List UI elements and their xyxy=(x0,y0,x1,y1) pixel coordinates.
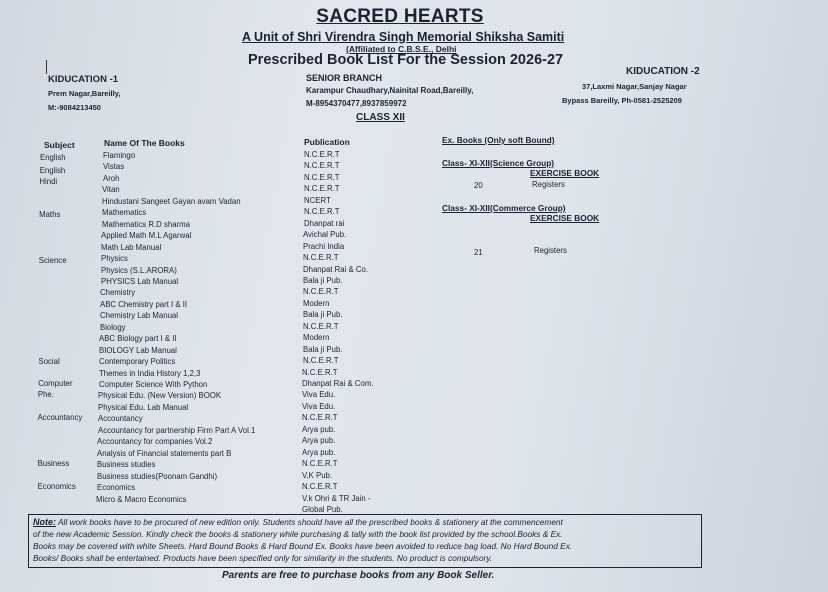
subject-cell: Maths xyxy=(39,210,61,219)
unit-name: A Unit of Shri Virendra Singh Memorial Shiksha Samiti xyxy=(242,30,565,44)
book-title-cell: Applied Math M.L Agarwal xyxy=(101,231,192,240)
subject-cell: Phe. xyxy=(37,390,54,399)
publication-cell: N.C.E.R.T xyxy=(302,482,338,491)
publication-cell: N.C.E.R.T xyxy=(303,287,339,296)
publication-cell: N.C.E.R.T xyxy=(303,253,339,262)
book-title-cell: Analysis of Financial statements part B xyxy=(97,449,232,458)
publication-cell: N.C.E.R.T xyxy=(304,207,340,216)
book-title-cell: Chemistry xyxy=(100,288,136,297)
publication-cell: Viva Edu. xyxy=(302,402,336,411)
publication-cell: Dhanpat Rai & Co. xyxy=(303,265,369,274)
subject-cell: English xyxy=(40,153,66,162)
publication-cell: Global Pub. xyxy=(302,505,343,514)
kiducation2-name: KIDUCATION -2 xyxy=(626,66,700,77)
book-title-cell: Accountancy for companies Vol.2 xyxy=(97,437,213,446)
subject-cell: Computer xyxy=(38,379,73,388)
publication-cell: NCERT xyxy=(304,196,331,205)
publication-cell: N.C.E.R.T xyxy=(302,459,338,468)
subject-cell: Social xyxy=(38,357,60,366)
book-title-cell: Economics xyxy=(97,483,136,492)
book-title-cell: Physics xyxy=(101,254,128,263)
publication-cell: Dhanpat Rai & Com. xyxy=(302,379,374,388)
exercise-books-heading: Ex. Books (Only soft Bound) xyxy=(442,135,555,145)
book-title-cell: Physical Edu. (New Version) BOOK xyxy=(98,391,222,400)
commerce-group-heading: Class- XI-XII(Commerce Group) xyxy=(442,203,566,213)
subject-cell: Economics xyxy=(37,482,76,491)
book-title-cell: Contemporary Politics xyxy=(99,357,176,366)
subject-cell: Accountancy xyxy=(37,413,83,422)
senior-branch-name: SENIOR BRANCH xyxy=(306,73,383,83)
book-title-cell: Mathematics R.D sharma xyxy=(102,220,190,229)
book-title-cell: Math Lab Manual xyxy=(101,243,162,252)
book-title-cell: Accountancy xyxy=(98,414,143,423)
book-title-cell: BIOLOGY Lab Manual xyxy=(99,346,177,355)
subject-cell: English xyxy=(39,166,66,175)
science-register-item: Registers xyxy=(532,180,565,189)
book-title-cell: Hindustani Sangeet Gayan avam Vadan xyxy=(102,197,241,206)
book-title-cell: Accountancy for partnership Firm Part A Vol.1 xyxy=(98,426,256,435)
publication-cell: Modern xyxy=(303,333,330,342)
book-title-cell: Mathematics xyxy=(102,208,147,217)
publication-cell: Bala ji Pub. xyxy=(303,345,343,354)
publication-cell: N.C.E.R.T xyxy=(304,173,340,182)
publication-cell: Avichal Pub. xyxy=(303,230,347,239)
affiliation: (Affiliated to C.B.S.E., Delhi xyxy=(346,44,457,54)
senior-branch-address: Karampur Chaudhary,Nainital Road,Bareilly, xyxy=(306,86,474,95)
book-title-cell: Computer Science With Python xyxy=(99,380,208,389)
publication-cell: Prachi India xyxy=(303,242,345,251)
footer-notice: Parents are free to purchase books from any Book Seller. xyxy=(222,570,495,581)
publication-cell: N.C.E.R.T xyxy=(303,322,339,331)
book-title-cell: PHYSICS Lab Manual xyxy=(101,277,179,286)
subject-cell: Science xyxy=(38,256,67,265)
subject-cell: Hindi xyxy=(39,177,58,186)
books-column-header: Name Of The Books xyxy=(104,138,185,148)
kiducation2-phone: Bypass Bareilly, Ph-0581-2525209 xyxy=(562,96,682,105)
kiducation2-address: 37,Laxmi Nagar,Sanjay Nagar xyxy=(582,82,687,91)
commerce-register-item: Registers xyxy=(534,246,567,255)
publication-cell: N.C.E.R.T xyxy=(303,356,339,365)
note-line-1: of the new Academic Session. Kindly check the books & stationery while purchasing & tally with the book list provided by the school.Books & Ex. xyxy=(33,529,563,539)
publication-cell: Arya pub. xyxy=(302,448,336,457)
senior-branch-mobile: M-8954370477,8937859972 xyxy=(306,99,407,108)
publication-cell: N.C.E.R.T xyxy=(302,368,338,377)
publication-cell: Arya pub. xyxy=(302,425,336,434)
book-title-cell: Flamingo xyxy=(103,151,136,160)
book-title-cell: Biology xyxy=(100,323,126,332)
publication-cell: Bala ji Pub. xyxy=(303,276,343,285)
kiducation1-address: Prem Nagar,Bareilly, xyxy=(48,89,121,98)
note-box xyxy=(28,514,702,568)
book-title-cell: Micro & Macro Economics xyxy=(96,495,187,504)
note-line-3: Books/ Books shall be entertained. Products have been specified only for similarity in the students. No product is compulsory. xyxy=(33,553,493,563)
book-title-cell: ABC Chemistry part I & II xyxy=(100,300,188,309)
text-cursor xyxy=(46,60,47,74)
publication-cell: N.C.E.R.T xyxy=(302,413,338,422)
note-line-0-text: All work books have to be procured of new edition only. Students should have all the prescribed books & stationery at the commencement xyxy=(56,517,563,527)
publication-cell: N.C.E.R.T xyxy=(304,161,340,170)
book-title-cell: ABC Biology part I & II xyxy=(99,334,177,343)
book-list-title: Prescribed Book List For the Session 2026-27 xyxy=(248,52,564,68)
publication-cell: Bala ji Pub. xyxy=(303,310,343,319)
note-line-2: Books may be covered with white Sheets. Hard Bound Books & Hard Bound Ex. Books have been avoided to reduce bag load. No Hard Bound Ex. xyxy=(33,541,573,551)
publication-cell: V.k Ohri & TR Jain - xyxy=(302,494,371,503)
kiducation1-mobile: M:-9084213450 xyxy=(48,103,101,112)
book-title-cell: Vistas xyxy=(103,162,125,171)
book-title-cell: Business studies(Poonam Gandhi) xyxy=(97,472,218,481)
publication-cell: Viva Edu. xyxy=(302,390,336,399)
commerce-exercise-label: EXERCISE BOOK xyxy=(530,213,600,223)
book-title-cell: Vitan xyxy=(102,185,120,194)
book-title-cell: Physical Edu. Lab Manual xyxy=(98,403,189,412)
book-title-cell: Aroh xyxy=(103,174,120,183)
commerce-register-count: 21 xyxy=(474,248,483,257)
publication-cell: Modern xyxy=(303,299,330,308)
publication-cell: N.C.E.R.T xyxy=(304,184,340,193)
subject-cell: Business xyxy=(37,459,70,468)
note-line-0 xyxy=(33,516,698,528)
publication-cell: Dhanpat rai xyxy=(304,219,345,228)
science-register-count: 20 xyxy=(474,181,483,190)
school-name: SACRED HEARTS xyxy=(316,6,484,27)
book-title-cell: Themes in India History 1,2,3 xyxy=(99,369,201,378)
kiducation1-name: KIDUCATION -1 xyxy=(48,74,119,85)
note-label: Note: xyxy=(33,517,56,527)
subject-column-header: Subject xyxy=(44,140,75,150)
publication-column-header: Publication xyxy=(304,137,350,147)
publication-cell: Arya pub. xyxy=(302,436,336,445)
book-title-cell: Business studies xyxy=(97,460,156,469)
book-title-cell: Chemistry Lab Manual xyxy=(100,311,179,320)
book-title-cell: Physics (S.L.ARORA) xyxy=(101,266,177,275)
science-group-heading: Class- XI-XII(Science Group) xyxy=(442,158,555,168)
science-exercise-label: EXERCISE BOOK xyxy=(530,168,600,178)
publication-cell: N.C.E.R.T xyxy=(304,150,340,159)
class-label: CLASS XII xyxy=(356,112,405,123)
publication-cell: V,K Pub. xyxy=(302,471,333,480)
